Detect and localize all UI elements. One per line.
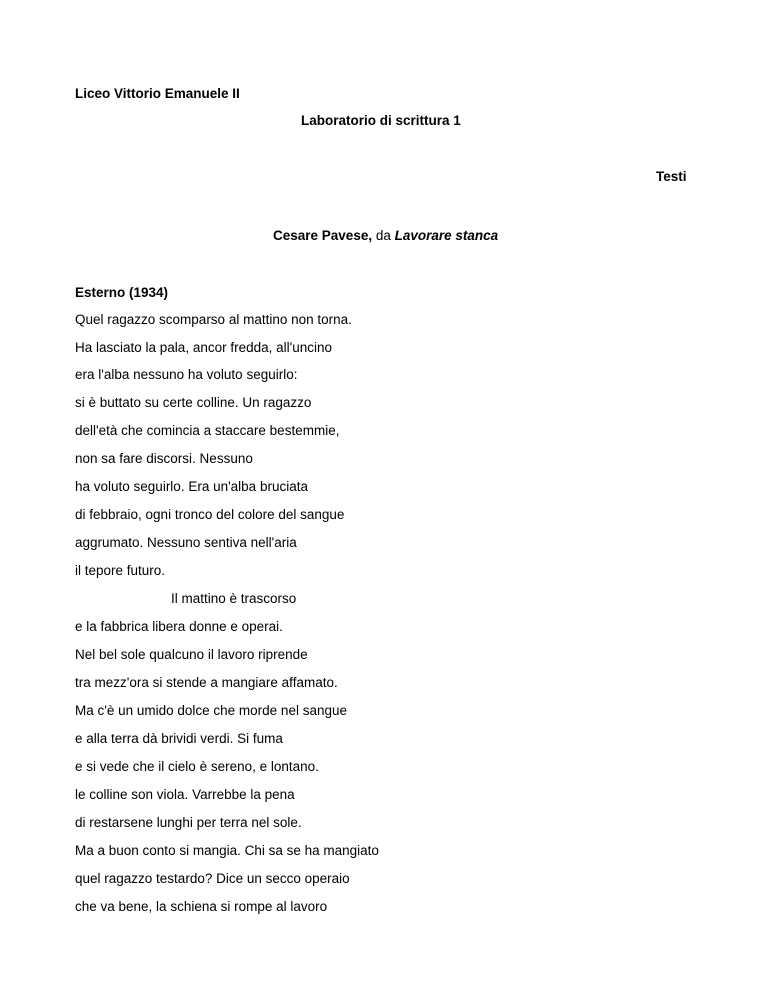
poem-line: e alla terra dà brividi verdi. Si fuma	[75, 731, 283, 746]
poem-line: e la fabbrica libera donne e operai.	[75, 619, 283, 634]
poem-line: ha voluto seguirlo. Era un'alba bruciata	[75, 479, 308, 494]
poem-line: di febbraio, ogni tronco del colore del sangue	[75, 507, 345, 522]
source-connector: da	[372, 228, 395, 243]
poem-title: Esterno (1934)	[75, 285, 169, 300]
poem-line: Nel bel sole qualcuno il lavoro riprende	[75, 647, 308, 662]
poem-line: le colline son viola. Varrebbe la pena	[75, 787, 295, 802]
poem-line: aggrumato. Nessuno sentiva nell'aria	[75, 535, 297, 550]
source-attribution	[273, 228, 498, 244]
poem-line: e si vede che il cielo è sereno, e lontano.	[75, 759, 319, 774]
poem-line: Il mattino è trascorso	[171, 591, 297, 606]
poem-line: si è buttato su certe colline. Un ragazzo	[75, 395, 312, 410]
poem-line: Ma c'è un umido dolce che morde nel sangue	[75, 703, 347, 718]
poem-line: Quel ragazzo scomparso al mattino non torna.	[75, 312, 352, 327]
poem-line: che va bene, la schiena si rompe al lavoro	[75, 899, 328, 914]
book-title: Lavorare stanca	[394, 228, 499, 243]
course-title: Laboratorio di scrittura 1	[301, 113, 461, 128]
poem-line: dell'età che comincia a staccare bestemmie,	[75, 423, 340, 438]
poem-line: il tepore futuro.	[75, 563, 166, 578]
poem-line: Ma a buon conto si mangia. Chi sa se ha mangiato	[75, 843, 379, 858]
poem-line: non sa fare discorsi. Nessuno	[75, 451, 253, 466]
poem-line: di restarsene lunghi per terra nel sole.	[75, 815, 302, 830]
section-title: Testi	[656, 169, 687, 184]
school-name: Liceo Vittorio Emanuele II	[75, 86, 240, 101]
poem-line: era l'alba nessuno ha voluto seguirlo:	[75, 367, 298, 382]
poem-line: Ha lasciato la pala, ancor fredda, all'uncino	[75, 340, 332, 355]
poem-line: quel ragazzo testardo? Dice un secco operaio	[75, 871, 350, 886]
author-name: Cesare Pavese,	[273, 228, 373, 243]
poem-line: tra mezz'ora si stende a mangiare affamato.	[75, 675, 338, 690]
